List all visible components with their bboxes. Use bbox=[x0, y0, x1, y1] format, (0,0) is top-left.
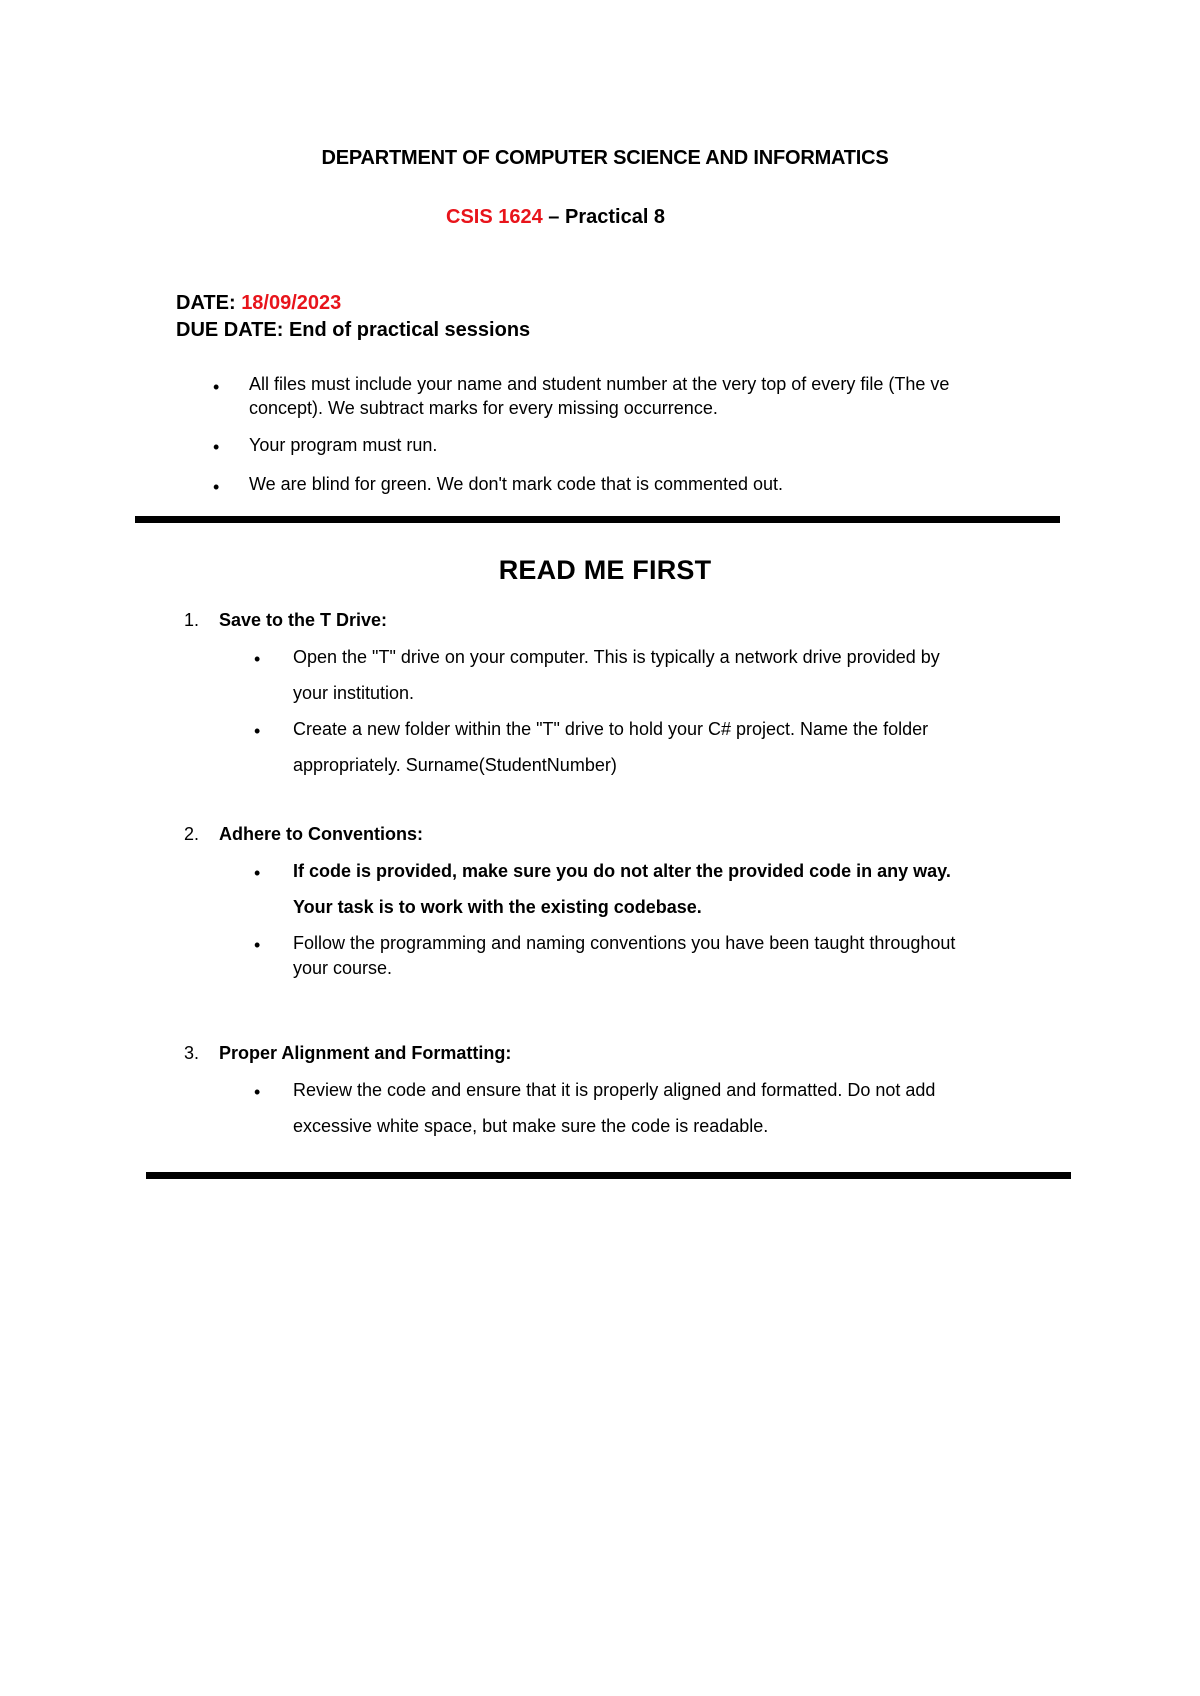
bullet-icon: • bbox=[213, 477, 220, 497]
horizontal-divider bbox=[135, 516, 1060, 523]
course-code: CSIS 1624 bbox=[446, 206, 543, 228]
readme-title: READ ME FIRST bbox=[498, 555, 712, 585]
bullet-icon: • bbox=[213, 377, 220, 397]
section-1-item-1-line-2: your institution. bbox=[293, 683, 415, 703]
section-2-item-2-line-2: your course. bbox=[293, 958, 393, 978]
bullet-icon: • bbox=[213, 437, 220, 457]
section-3-title: Proper Alignment and Formatting: bbox=[219, 1043, 512, 1063]
section-2-title: Adhere to Conventions: bbox=[219, 824, 424, 844]
course-title-line bbox=[446, 206, 665, 229]
horizontal-divider bbox=[146, 1172, 1071, 1179]
section-1-item-1-line-1: Open the "T" drive on your computer. This is typically a network drive provided by bbox=[293, 647, 940, 667]
due-date-label: DUE DATE: bbox=[176, 319, 289, 341]
bullet-icon: • bbox=[254, 721, 261, 741]
bullet-icon: • bbox=[254, 649, 261, 669]
bullet-icon: • bbox=[254, 935, 261, 955]
rule-item-2: Your program must run. bbox=[249, 435, 438, 455]
rule-item-1-line-1: All files must include your name and student number at the very top of every file (The ve bbox=[249, 374, 950, 394]
section-3-item-1-line-1: Review the code and ensure that it is properly aligned and formatted. Do not add bbox=[293, 1080, 936, 1100]
section-2-number: 2. bbox=[184, 824, 200, 844]
section-2-item-2-line-1: Follow the programming and naming conventions you have been taught throughout bbox=[293, 933, 956, 953]
due-date-value: End of practical sessions bbox=[288, 319, 531, 341]
section-3-number: 3. bbox=[184, 1043, 200, 1063]
section-1-number: 1. bbox=[184, 610, 200, 630]
section-2-item-1-line-1: If code is provided, make sure you do not alter the provided code in any way. bbox=[293, 861, 951, 881]
section-3-item-1-line-2: excessive white space, but make sure the code is readable. bbox=[293, 1116, 769, 1136]
course-separator: – bbox=[542, 206, 565, 228]
section-1-item-2-line-1: Create a new folder within the "T" drive to hold your C# project. Name the folder bbox=[293, 719, 929, 739]
section-1-title: Save to the T Drive: bbox=[219, 610, 388, 630]
date-label: DATE: bbox=[176, 292, 242, 314]
department-heading: DEPARTMENT OF COMPUTER SCIENCE AND INFORMATICS bbox=[321, 147, 889, 169]
date-line bbox=[176, 292, 341, 315]
bullet-icon: • bbox=[254, 1082, 261, 1102]
bullet-icon: • bbox=[254, 863, 261, 883]
date-value: 18/09/2023 bbox=[241, 292, 342, 314]
practical-title: Practical 8 bbox=[564, 206, 666, 228]
rule-item-1-line-2: concept). We subtract marks for every missing occurrence. bbox=[249, 398, 718, 418]
rule-item-3: We are blind for green. We don't mark code that is commented out. bbox=[249, 474, 784, 494]
section-2-item-1-line-2: Your task is to work with the existing codebase. bbox=[293, 897, 702, 917]
due-date-line bbox=[176, 319, 530, 342]
section-1-item-2-line-2: appropriately. Surname(StudentNumber) bbox=[293, 755, 617, 775]
